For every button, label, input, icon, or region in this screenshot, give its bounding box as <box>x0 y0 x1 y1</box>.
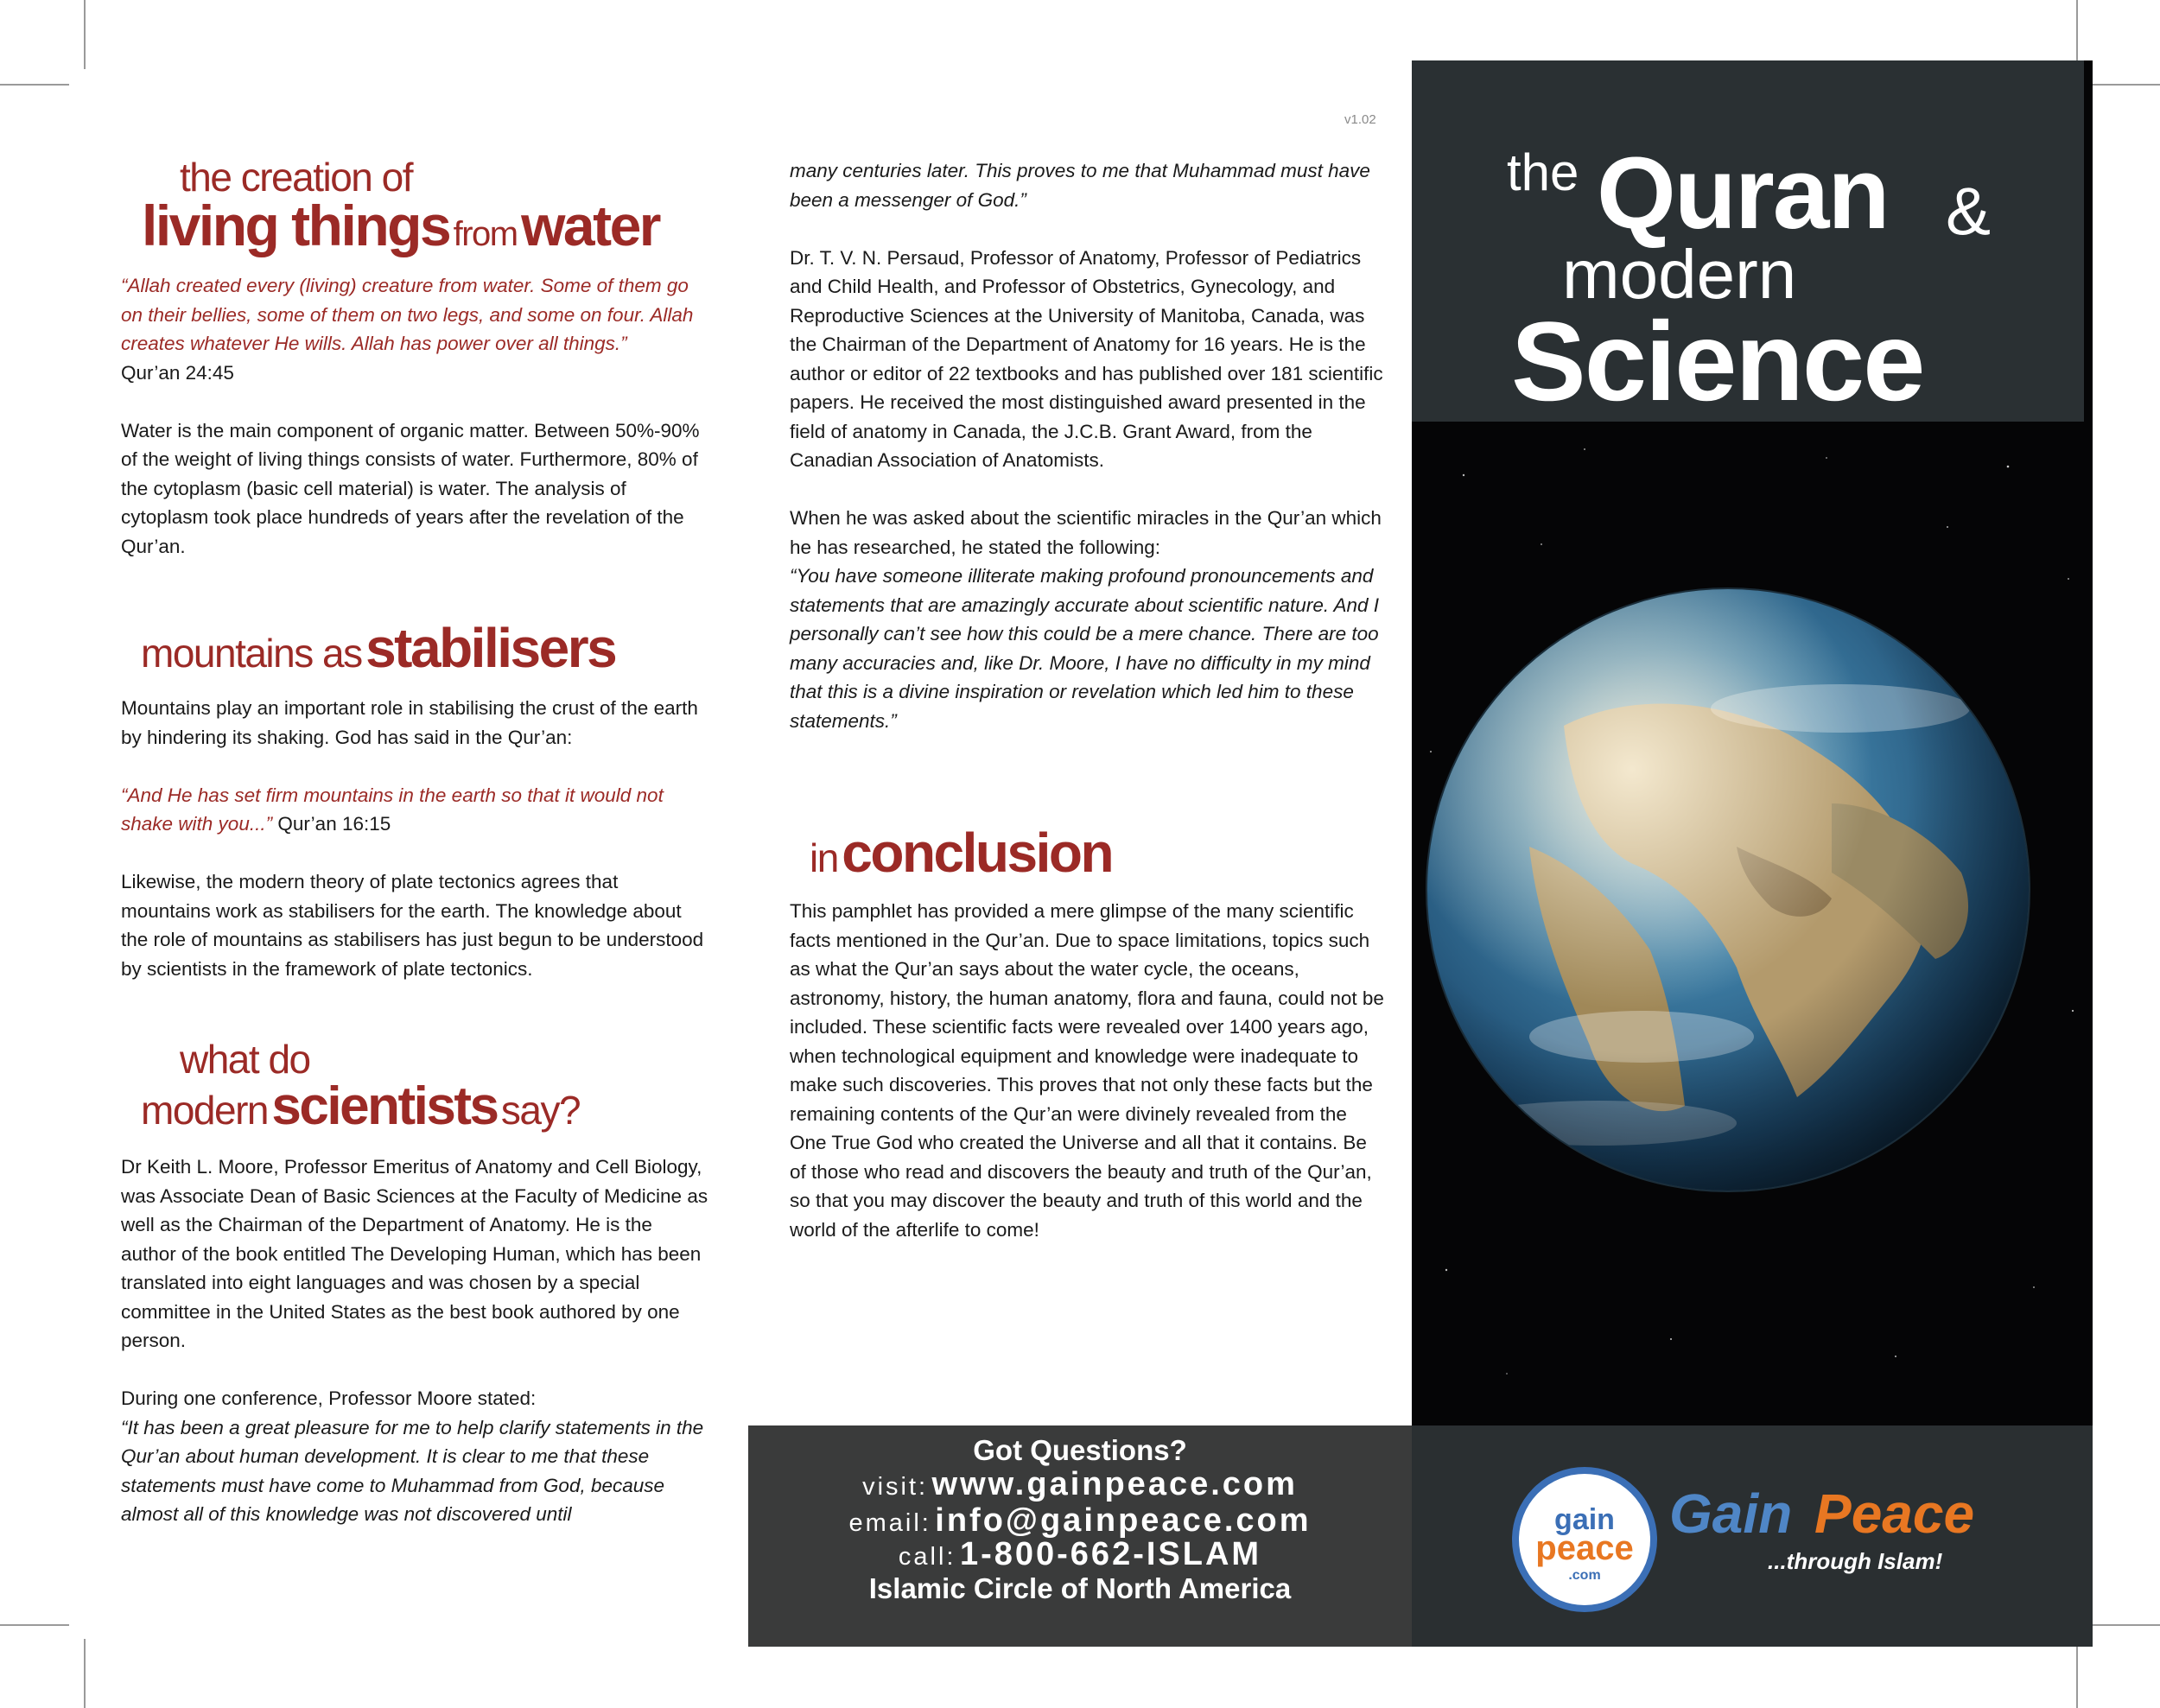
cover-title-area <box>1412 60 2084 422</box>
middle-column-section2 <box>790 897 1386 1244</box>
paragraph-persaud: Dr. T. V. N. Persaud, Professor of Anatomy, Professor of Pediatrics and Child Health, and Professor of Obstetrics, Gynecology, and Reproductive Sciences at the University of Manitoba, Canada, was the Chairman of the Department of Anatomy for 16 years. He is the author or editor of 22 textbooks and has published over 181 scientific papers. He received the most distinguished award presented in the field of anatomy in Canada, the J.C.B. Grant Award, from the Canadian Association of Anatomists. <box>790 246 1383 471</box>
middle-column-section1 <box>790 156 1386 735</box>
heading-creation-line2: living things from water <box>142 194 659 257</box>
quote-reference: Qur’an 24:45 <box>121 361 234 384</box>
crop-mark <box>2091 84 2160 86</box>
quote-persaud: “You have someone illiterate making profound pronouncements and statements that are amazingly accurate about scientific nature. And I personally can’t see how this could be a mere chance. There are too many accuracies and, like Dr. Moore, I have no difficulty in my mind that this is a divine inspiration or revelation which led him to these statements.” <box>790 565 1380 732</box>
title-modern: modern <box>1562 236 1797 313</box>
title-science: Science <box>1511 298 1924 424</box>
heading-mountains: mountains as stabilisers <box>141 617 616 679</box>
left-column-section3 <box>121 1152 708 1529</box>
quote-moore: “It has been a great pleasure for me to help clarify statements in the Qur’an about human development. It is clear to me that these statements must have come to Muhammad from God, because almost all of this knowledge was not discovered until <box>121 1416 704 1525</box>
paragraph-conclusion: This pamphlet has provided a mere glimpse of the many scientific facts mentioned in the Qur’an. Due to space limitations, topics such as what the Qur’an says about the water cycle, the oceans, astronomy, history, the human anatomy, flora and fauna, could not be included. These scientific facts were revealed over 1400 years ago, when technological equipment and knowledge were inadequate to make such discoveries. This proves that not only these facts but the remaining contents of the Qur’an were divinely revealed from the One True God who created the Universe and all that it contains. Be of those who read and discovers the beauty and truth of the Qur’an, so that you may discover the beauty and truth of this world and the world of the afterlife to come! <box>790 900 1384 1241</box>
heading-creation-line1: the creation of <box>180 155 413 200</box>
quote-quran-16-15: “And He has set firm mountains in the earth so that it would not shake with you...” <box>121 784 664 835</box>
contact-heading: Got Questions? <box>973 1434 1187 1466</box>
left-column-section2 <box>121 694 708 983</box>
title-ampersand: & <box>1946 173 1992 249</box>
contact-visit-line <box>748 1466 1412 1503</box>
title-quran: Quran <box>1597 137 1889 251</box>
title-the: the <box>1507 143 1579 201</box>
quote-quran-24-45: “Allah created every (living) creature from water. Some of them go on their bellies, some of them on two legs, and some on four. Allah creates whatever He wills. Allah has power over all things.” <box>121 275 694 354</box>
contact-email-line <box>748 1502 1412 1540</box>
cover-panel <box>1412 60 2093 1647</box>
visit-label: visit: <box>862 1473 929 1501</box>
logo-peace-text: peace <box>1535 1529 1634 1567</box>
contact-call-line <box>748 1536 1412 1573</box>
email-label: email: <box>848 1509 931 1537</box>
left-column-section1 <box>121 271 708 561</box>
brand-peace: Peace <box>1814 1483 1975 1545</box>
logo-gain-text: gain <box>1554 1503 1615 1536</box>
paragraph-mountains: Mountains play an important role in stabilising the crust of the earth by hindering its shaking. God has said in the Qur’an: <box>121 697 698 748</box>
crop-mark <box>84 0 86 69</box>
brand-tagline: ...through Islam! <box>1768 1548 1943 1574</box>
crop-mark <box>0 84 69 86</box>
paragraph-moore: Dr Keith L. Moore, Professor Emeritus of Anatomy and Cell Biology, was Associate Dean of Basic Sciences at the Faculty of Medicine as well as the Chairman of the Department of Anatomy. He is the author of the book entitled The Developing Human, which has been translated into eight languages and was chosen by a special committee in the United States as the best book authored by one person. <box>121 1156 708 1351</box>
paragraph-conference: During one conference, Professor Moore stated: <box>121 1387 537 1409</box>
paragraph-asked: When he was asked about the scientific miracles in the Qur’an which he has researched, he stated the following: <box>790 507 1382 558</box>
phone-link[interactable]: 1-800-662-ISLAM <box>959 1536 1262 1572</box>
crop-mark <box>2091 1624 2160 1626</box>
contact-box <box>748 1425 1412 1647</box>
heading-scientists-line2: modern scientists say? <box>141 1076 581 1136</box>
heading-conclusion: in conclusion <box>810 822 1113 884</box>
cover-brand-area <box>1412 1425 2093 1647</box>
crop-mark <box>0 1624 69 1626</box>
email-link[interactable]: info@gainpeace.com <box>935 1502 1312 1539</box>
contact-organization: Islamic Circle of North America <box>868 1572 1292 1604</box>
gainpeace-logo[interactable] <box>1512 1467 1657 1612</box>
crop-mark <box>2076 0 2078 69</box>
logo-com-text: .com <box>1568 1568 1601 1583</box>
crop-mark <box>2076 1639 2078 1708</box>
quote-moore-continued: many centuries later. This proves to me that Muhammad must have been a messenger of God.” <box>790 160 1370 211</box>
brand-gain: Gain <box>1669 1483 1793 1545</box>
version-label: v1.02 <box>1344 112 1376 127</box>
quote-quran-16-15-block <box>121 781 708 839</box>
quote-reference: Qur’an 16:15 <box>277 813 391 835</box>
website-link[interactable]: www.gainpeace.com <box>931 1466 1298 1502</box>
call-label: call: <box>898 1543 956 1571</box>
crop-mark <box>84 1639 86 1708</box>
paragraph-water: Water is the main component of organic matter. Between 50%-90% of the weight of living things consists of water. Furthermore, 80% of the cytoplasm (basic cell material) is water. The analysis of cytoplasm took place hundreds of years after the revelation of the Qur’an. <box>121 419 700 557</box>
paragraph-plate-tectonics: Likewise, the modern theory of plate tectonics agrees that mountains work as stabilisers for the earth. The knowledge about the role of mountains as stabilisers has just begun to be understood by scientists in the framework of plate tectonics. <box>121 871 704 980</box>
heading-scientists-line1: what do <box>180 1037 310 1082</box>
earth-globe-image <box>1426 587 2030 1192</box>
